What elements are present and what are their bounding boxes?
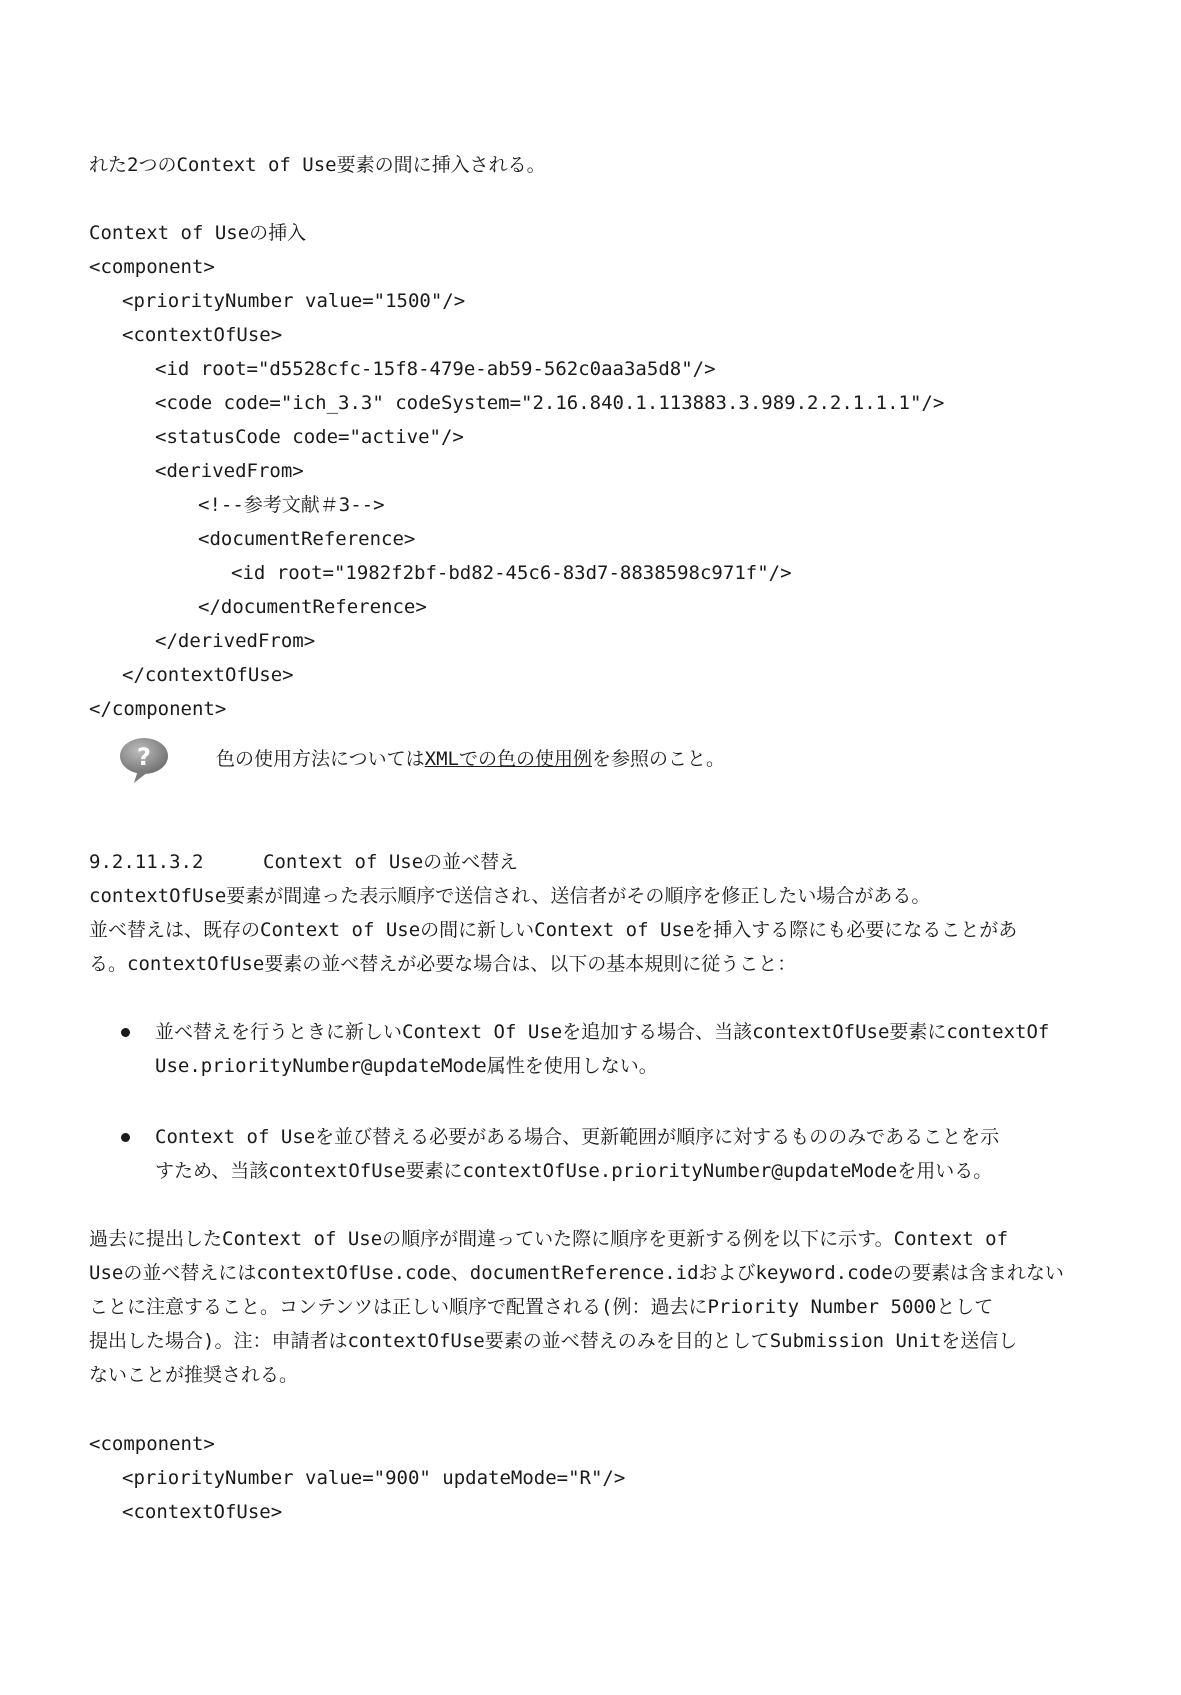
list-item-line: すため、当該contextOfUse要素にcontextOfUse.priorityNumber@updateModeを用いる。 (155, 1160, 993, 1182)
code-line: </documentReference> (198, 596, 427, 618)
example-caption: Context of Useの挿入 (89, 222, 307, 244)
code-line: <id root="d5528cfc-15f8-479e-ab59-562c0aa3a5d8"/> (155, 358, 716, 380)
paragraph-line: ことに注意すること。コンテンツは正しい順序で配置される(例：過去にPriority Number 5000として (89, 1296, 994, 1318)
question-speech-bubble-icon (118, 736, 170, 784)
paragraph-line: contextOfUse要素が間違った表示順序で送信され、送信者がその順序を修正したい場合がある。 (89, 885, 931, 907)
code-line: </derivedFrom> (155, 630, 316, 652)
section-number: 9.2.11.3.2 (89, 851, 204, 873)
code-line: <id root="1982f2bf-bd82-45c6-83d7-8838598c971f"/> (231, 562, 792, 584)
bullet-icon (121, 1133, 130, 1142)
paragraph-line: 提出した場合)。注：申請者はcontextOfUse要素の並べ替えのみを目的としてSubmission Unitを送信し (89, 1330, 1018, 1352)
code-line: <contextOfUse> (122, 1501, 283, 1523)
list-item-line: Context of Useを並び替える必要がある場合、更新範囲が順序に対するもののみであることを示 (155, 1126, 1000, 1148)
svg-text:?: ? (137, 743, 151, 771)
paragraph-line: 過去に提出したContext of Useの順序が間違っていた際に順序を更新する例を以下に示す。Context of (89, 1228, 1009, 1250)
code-line: </contextOfUse> (122, 664, 294, 686)
bullet-icon (121, 1028, 130, 1037)
note-text-before: 色の使用方法については (216, 748, 425, 770)
code-line: <documentReference> (198, 528, 416, 550)
code-line: <priorityNumber value="900" updateMode="R"/> (122, 1467, 626, 1489)
paragraph-line: 並べ替えは、既存のContext of Useの間に新しいContext of Useを挿入する際にも必要になることがあ (89, 919, 1018, 941)
code-line: </component> (89, 698, 227, 720)
paragraph-line: る。contextOfUse要素の並べ替えが必要な場合は、以下の基本規則に従うこと： (89, 953, 797, 975)
list-item-line: 並べ替えを行うときに新しいContext Of Useを追加する場合、当該contextOfUse要素にcontextOf (155, 1021, 1050, 1043)
paragraph-line: Useの並べ替えにはcontextOfUse.code、documentReference.idおよびkeyword.codeの要素は含まれない (89, 1262, 1064, 1284)
code-comment-line: <!--参考文献＃3--> (198, 494, 385, 516)
code-line: <component> (89, 256, 215, 278)
intro-text-tail: れた2つのContext of Use要素の間に挿入される。 (89, 154, 546, 176)
code-line: <contextOfUse> (122, 324, 283, 346)
list-item-line: Use.priorityNumber@updateMode属性を使用しない。 (155, 1055, 658, 1077)
code-line: <component> (89, 1433, 215, 1455)
color-usage-link[interactable]: XMLでの色の使用例 (424, 748, 592, 770)
paragraph-line: ないことが推奨される。 (89, 1364, 299, 1386)
note-text (216, 742, 725, 777)
code-line: <code code="ich_3.3" codeSystem="2.16.840.1.113883.3.989.2.2.1.1.1"/> (155, 392, 945, 414)
section-title: Context of Useの並べ替え (263, 851, 519, 873)
code-line: <statusCode code="active"/> (155, 426, 464, 448)
code-line: <derivedFrom> (155, 460, 304, 482)
note-text-after: を参照のこと。 (591, 748, 725, 770)
code-line: <priorityNumber value="1500"/> (122, 290, 466, 312)
